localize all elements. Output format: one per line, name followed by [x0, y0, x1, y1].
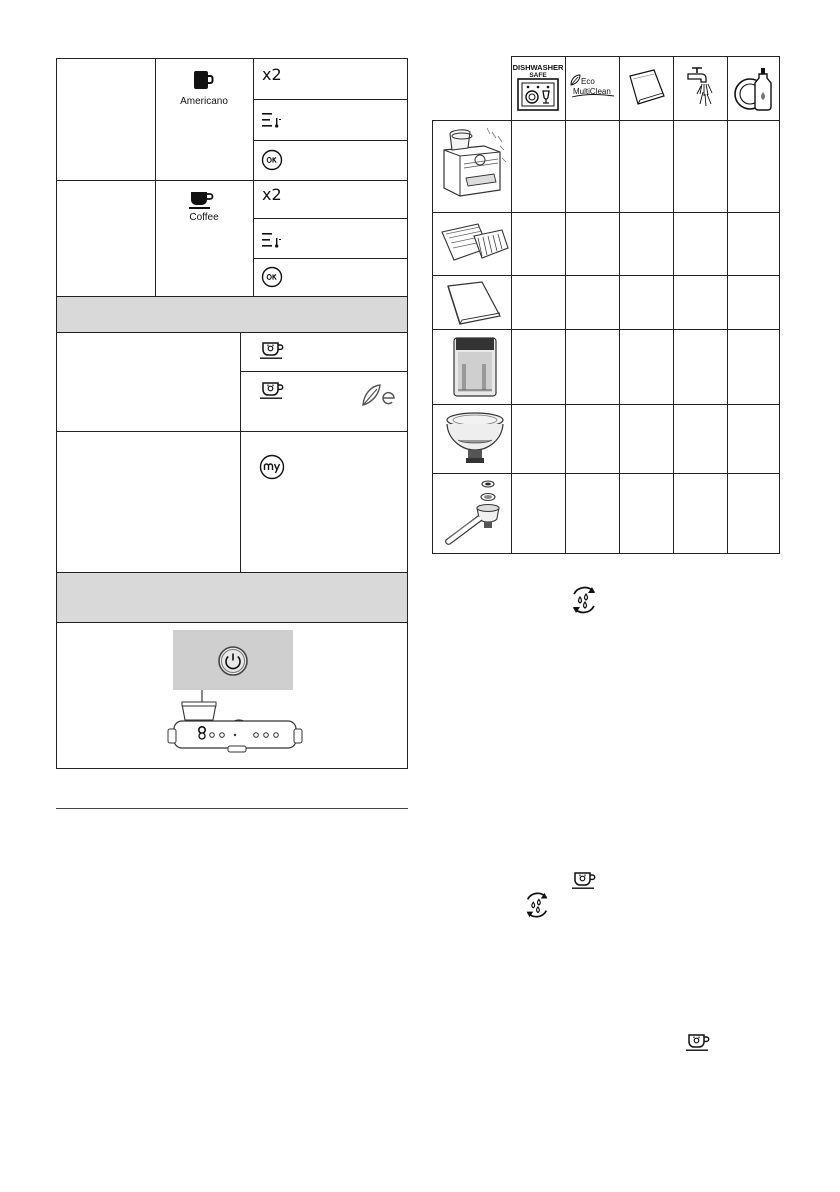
eco-multiclean-icon — [568, 72, 618, 104]
cloth-icon — [626, 66, 668, 108]
eco-leaf-icon — [360, 382, 398, 408]
strength-temp-icon — [262, 112, 286, 128]
section-header-band — [57, 297, 407, 332]
ok-button-icon — [261, 149, 283, 171]
dishwasher-label-bottom: SAFE — [529, 72, 547, 79]
dishwasher-safe-icon — [512, 62, 564, 114]
coffee-cup-icon — [188, 189, 218, 211]
cleaning-table — [420, 0, 840, 600]
coffee-label: Coffee — [189, 212, 219, 223]
tap-water-icon — [682, 62, 718, 114]
eco-label-bottom: MultiClean — [573, 87, 611, 96]
settings-table — [0, 0, 420, 780]
water-tank-icon — [448, 334, 502, 400]
cup-rinse-icon — [572, 870, 600, 890]
ok-button-icon — [261, 266, 283, 288]
strength-temp-icon — [262, 232, 286, 248]
descale-cycle-icon — [568, 584, 600, 616]
dish-soap-icon — [732, 62, 778, 114]
cover-plate-icon — [444, 280, 508, 326]
section-divider — [56, 808, 408, 809]
descale-cycle-icon — [522, 890, 552, 920]
machine-front-panel-icon — [160, 688, 310, 764]
double-shot-option: x2 — [262, 185, 282, 204]
machine-icon — [440, 126, 508, 206]
americano-cup-icon — [192, 69, 214, 93]
cup-rinse-icon — [260, 340, 288, 360]
portafilter-icon — [440, 478, 510, 550]
section-header-band — [57, 573, 407, 622]
americano-label: Americano — [180, 96, 228, 107]
double-shot-option: x2 — [262, 65, 282, 84]
my-profile-icon — [259, 454, 285, 480]
dishwasher-label-top: DISHWASHER — [512, 63, 564, 72]
cup-rinse-icon — [686, 1032, 714, 1052]
cup-rinse-icon — [260, 380, 288, 400]
power-icon — [217, 645, 249, 677]
bean-hopper-icon — [444, 410, 506, 468]
eco-label-top: Eco — [581, 77, 595, 86]
drip-tray-grid-icon — [438, 218, 510, 270]
